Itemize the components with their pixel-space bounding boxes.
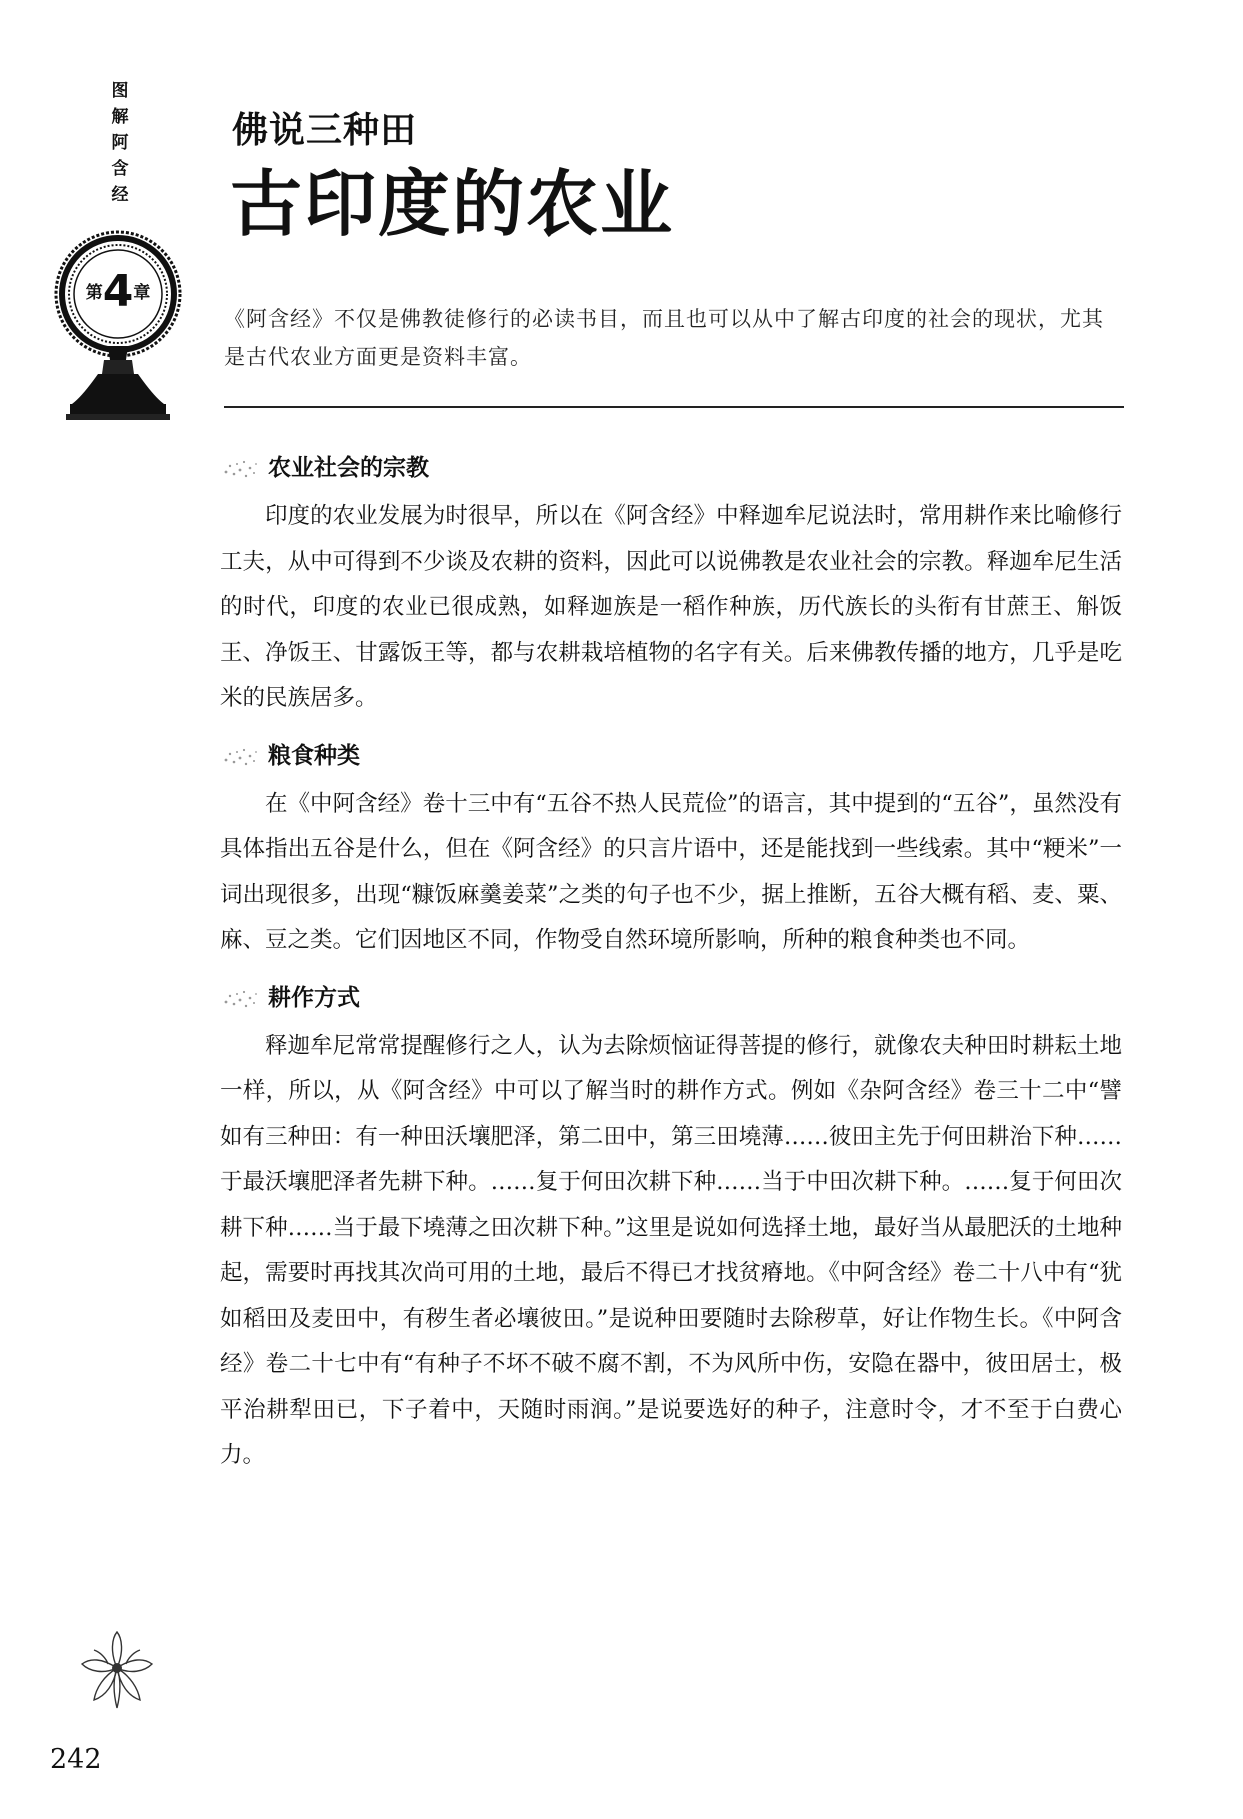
- section-heading-text: 粮食种类: [268, 742, 360, 769]
- intro-paragraph: 《阿含经》不仅是佛教徒修行的必读书目，而且也可以从中了解古印度的社会的现状，尤其是古代农业方面更是资料丰富。: [224, 307, 1104, 369]
- divider: [224, 406, 1124, 408]
- section-heading-text: 耕作方式: [268, 984, 360, 1011]
- section-agricultural-religion: [220, 450, 1122, 722]
- dotted-ornament-icon: [220, 742, 262, 770]
- section-heading: [220, 980, 1122, 1016]
- main-content: [220, 450, 1122, 1495]
- chapter-badge: [52, 228, 184, 428]
- chapter-suffix: 章: [133, 283, 151, 303]
- dotted-ornament-icon: [220, 454, 262, 482]
- page-title: 古印度的农业: [230, 161, 675, 246]
- section-body: 在《中阿含经》卷十三中有“五谷不热人民荒俭”的语言，其中提到的“五谷”，虽然没有具体指出五谷是什么，但在《阿含经》的只言片语中，还是能找到一些线索。其中“粳米”一词出现很多，出现“糠饭麻羹姜菜”之类的句子也不少，据上推断，五谷大概有稻、麦、粟、麻、豆之类。它们因地区不同，作物受自然环境所影响，所种的粮食种类也不同。: [220, 790, 1122, 953]
- section-body: 印度的农业发展为时很早，所以在《阿含经》中释迦牟尼说法时，常用耕作来比喻修行工夫，从中可得到不少谈及农耕的资料，因此可以说佛教是农业社会的宗教。释迦牟尼生活的时代，印度的农业已很成熟，如释迦族是一稻作种族，历代族长的头衔有甘蔗王、斛饭王、净饭王、甘露饭王等，都与农耕栽培植物的名字有关。后来佛教传播的地方，几乎是吃米的民族居多。: [220, 503, 1122, 711]
- dotted-ornament-icon: [220, 984, 262, 1012]
- side-label-book-title: [108, 78, 132, 208]
- side-label-char: 经: [111, 185, 129, 205]
- page-number: 242: [50, 1744, 102, 1775]
- side-label-char: 图: [111, 81, 129, 101]
- section-body: 释迦牟尼常常提醒修行之人，认为去除烦恼证得菩提的修行，就像农夫种田时耕耘土地一样，所以，从《阿含经》中可以了解当时的耕作方式。例如《杂阿含经》卷三十二中“譬如有三种田：有一种田沃壤肥泽，第二田中，第三田墝薄……彼田主先于何田耕治下种……于最沃壤肥泽者先耕下种。……复于何田次耕下种……当于中田次耕下种。……复于何田次耕下种……当于最下墝薄之田次耕下种。”这里是说如何选择土地，最好当从最肥沃的土地种起，需要时再找其次尚可用的土地，最后不得已才找贫瘠地。《中阿含经》卷二十八中有“犹如稻田及麦田中，有秽生者必壤彼田。”是说种田要随时去除秽草，好让作物生长。《中阿含经》卷二十七中有“有种子不坏不破不腐不割，不为风所中伤，安隐在器中，彼田居士，极平治耕犁田已，下子着中，天随时雨润。”是说要选好的种子，注意时令，才不至于白费心力。: [220, 1032, 1122, 1468]
- page-subtitle: 佛说三种田: [232, 109, 418, 151]
- section-farming-methods: [220, 980, 1122, 1479]
- lotus-flower-icon: [74, 1628, 160, 1714]
- section-heading: [220, 738, 1122, 774]
- ornament-frame-icon: [52, 228, 184, 428]
- chapter-number: 4: [102, 266, 134, 317]
- section-heading: [220, 450, 1122, 486]
- section-heading-text: 农业社会的宗教: [268, 455, 429, 481]
- section-grain-types: [220, 738, 1122, 964]
- side-label-char: 阿: [111, 133, 129, 153]
- side-label-char: 解: [111, 107, 129, 127]
- chapter-prefix: 第: [85, 283, 103, 303]
- side-label-char: 含: [111, 159, 129, 179]
